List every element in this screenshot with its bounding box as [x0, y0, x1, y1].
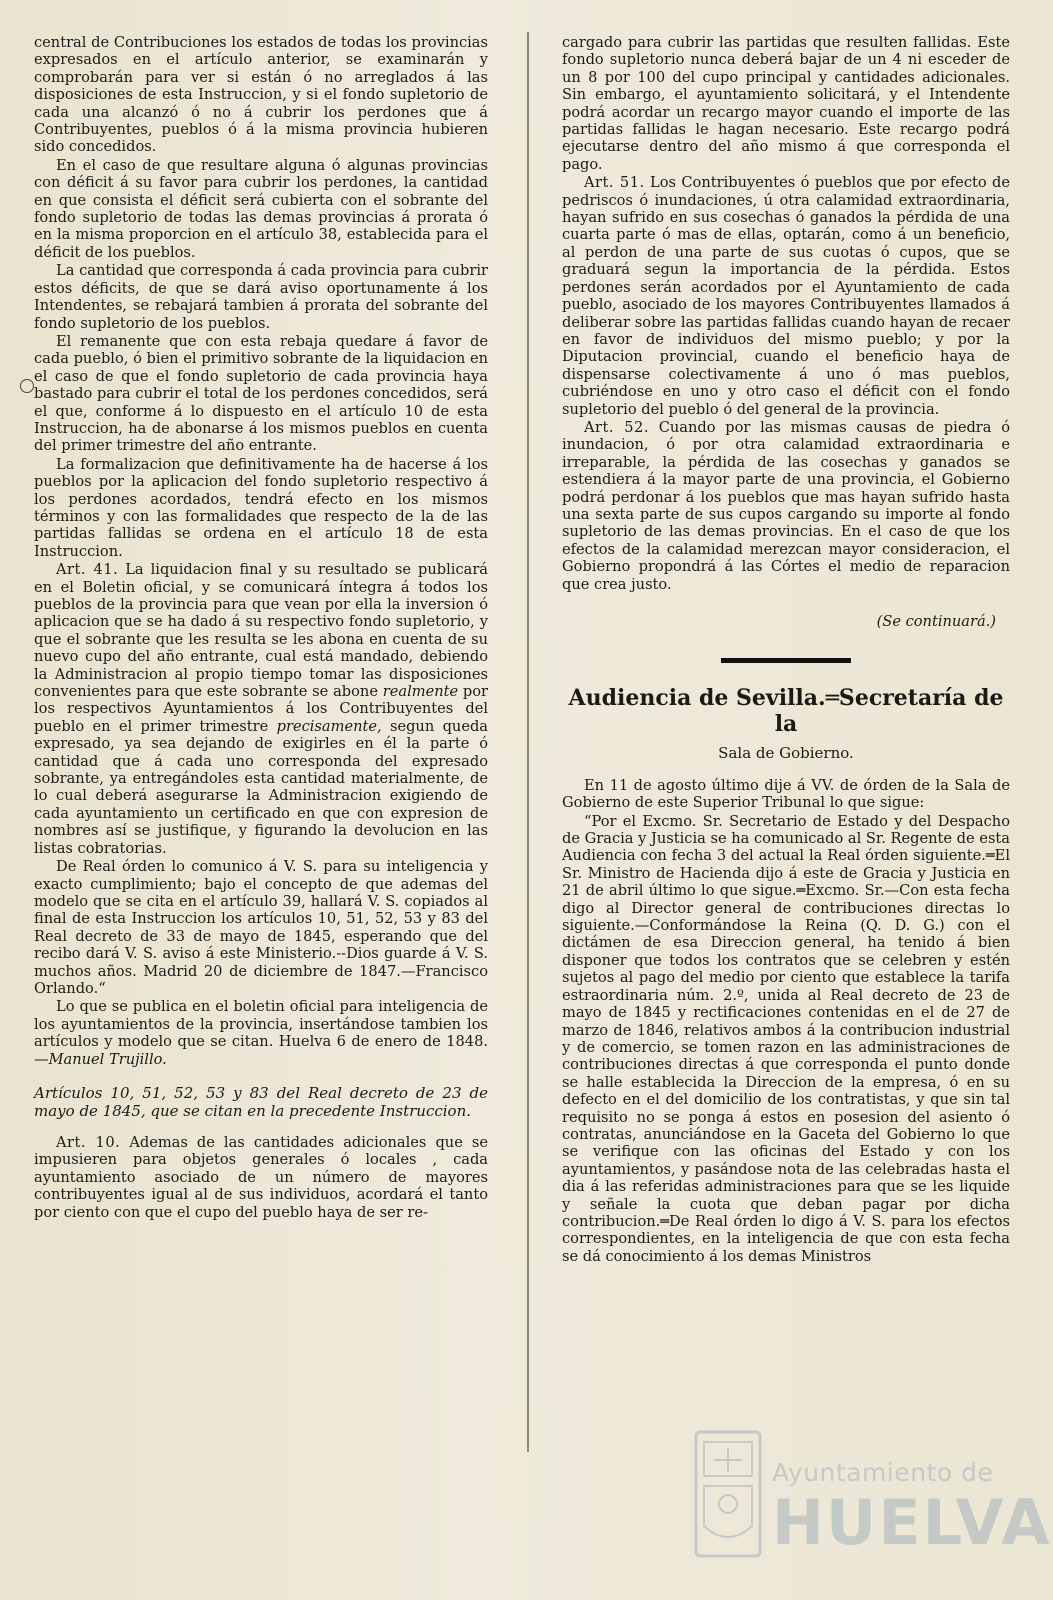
section-title: Audiencia de Sevilla.═Secretaría de la — [568, 685, 1004, 738]
paragraph: De Real órden lo comunico á V. S. para su inteligencia y exacto cumplimiento; bajo el concepto de que ademas del modelo que se cita en el artículo 39, hallará V. S. copiados al final de esta Instruccion los artículos 10, 51, 52, 53 y 83 del Real decreto de 33 de mayo de 1845, esperando que del recibo dará V. S. aviso á este Ministerio.--Dios guarde á V. S. muchos años. Madrid 20 de diciembre de 1847.—Francisco Orlando.“ — [34, 858, 488, 997]
paragraph: cargado para cubrir las partidas que resulten fallidas. Este fondo supletorio nunca deberá bajar de un 4 ni esceder de un 8 por 100 del cupo principal y cantidades adicionales. Sin embargo, el ayuntamiento solicitará, y el Intendente podrá acordar un recargo mayor cuando el importe de las partidas fallidas le hagan necesario. Este recargo podrá ejecutarse dentro del año mismo á que corresponda el pago. — [562, 34, 1010, 173]
emphasis: precisamente, — [276, 717, 382, 735]
article-text: segun queda expresado, ya sea dejando de exigirles en él la parte ó cantidad que á cada uno corresponda del expresado sobrante, ya entregándoles esta cantidad materialmente, de lo cual deberá asegurarse la Administracion exigiendo de cada ayuntamiento un certificado en que con expresion de nombres así se justifique, y figurando la devolucion en las listas cobratorias. — [34, 717, 488, 857]
article-text: La liquidacion final y su resultado se publicará en el Boletin oficial, y se comunicará íntegra á todos los pueblos de la provincia para que vean por ella la inversion ó aplicacion que se ha dado á su respectivo fondo supletorio, y que el sobrante que les resulta se les abona en cuenta de su nuevo cupo del año entrante, cual está mandado, debiendo la Administracion al propio tiempo tomar las disposiciones convenientes para que este sobrante se abone — [34, 561, 488, 701]
signature: Manuel Trujillo. — [48, 1050, 167, 1068]
article-label: Art. 51. — [584, 174, 645, 192]
article-text: Los Contribuyentes ó pueblos que por efecto de pedriscos ó inundaciones, ú otra calamidad extraordinaria, hayan sufrido en sus cosechas ó ganados la pérdida de una cuarta parte ó mas de ellas, optarán, como á un beneficio, al perdon de una parte de sus cuotas ó cupos, que se graduará segun la importancia de la pérdida. Estos perdones serán acordados por el Ayuntamiento de cada pueblo, asociado de los mayores Contribuyentes llamados á deliberar sobre las partidas fallidas cuando hayan de recaer en favor de individuos del mismo pueblo; y por la Diputacion provincial, cuando el beneficio haya de dispensarse colectivamente á uno ó mas pueblos, cubriéndose en uno y otro caso el déficit con el fondo supletorio del pueblo ó del general de la provincia. — [562, 174, 1011, 418]
paragraph: En el caso de que resultare alguna ó algunas provincias con déficit á su favor para cubrir los perdones, la cantidad en que consista el déficit será cubierta con el sobrante del fondo supletorio de todas las demas provincias á prorata ó en la misma proporcion en el artículo 38, establecida para el déficit de los pueblos. — [34, 156, 488, 261]
paragraph: El remanente que con esta rebaja quedare á favor de cada pueblo, ó bien el primitivo sobrante de la liquidacion en el caso de que el fondo supletorio de cada provincia haya bastado para cubrir el total de los perdones concedidos, será el que, conforme á lo dispuesto en el artículo 10 de esta Instruccion, ha de abonarse á los mismos pueblos en cuenta del primer trimestre del año entrante. — [34, 332, 488, 455]
paragraph: central de Contribuciones los estados de todas los provincias expresados en el artículo anterior, se examinarán y comprobarán para ver si están ó no arreglados á las disposiciones de esta Instruccion, y si el fondo supletorio de cada una alcanzó ó no á cubrir los perdones que á Contribuyentes, pueblos ó á la misma provincia hubieren sido concedidos. — [34, 34, 488, 156]
archive-watermark — [690, 1428, 1052, 1578]
column-divider — [527, 32, 529, 1452]
watermark-line-2: HUELVA — [772, 1486, 1052, 1559]
section-separator — [721, 658, 851, 663]
article-label: Art. 41. — [56, 561, 119, 579]
article-41-paragraph — [34, 561, 488, 857]
article-text: Ademas de las cantidades adicionales que se impusieren para objetos generales ó locales , cada ayuntamiento asociado de un número de mayores contribuyentes igual al de sus individuos, acordará el tanto por ciento con que el cupo del pueblo haya de ser re- — [34, 1133, 489, 1221]
article-52-paragraph — [562, 419, 1010, 593]
continued-note: (Se continuará.) — [876, 613, 996, 630]
section-subtitle: Sala de Gobierno. — [718, 744, 854, 763]
emphasis: realmente — [382, 683, 459, 701]
paragraph-text: Lo que se publica en el boletin oficial para inteligencia de los ayuntamientos de la provincia, insertándose tambien los artículos y modelo que se citan. Huelva 6 de enero de 1848.— — [34, 998, 488, 1068]
margin-circle-mark — [20, 379, 34, 393]
paragraph: La formalizacion que definitivamente ha de hacerse á los pueblos por la aplicacion del fondo supletorio respectivo á los perdones acordados, tendrá efecto en los mismos términos y con las formalidades que respecto de la de las partidas fallidas se ordena en el artículo 18 de esta Instruccion. — [34, 455, 488, 560]
article-text: Cuando por las mismas causas de piedra ó inundacion, ó por otra calamidad extraordinaria e irreparable, la pérdida de las cosechas y ganados se estendiera á la mayor parte de una provincia, el Gobierno podrá perdonar á los pueblos que mas hayan sufrido hasta una sexta parte de sus cupos cargando su importe al fondo supletorio de las demas provincias. En el caso de que los efectos de la calamidad merezcan mayor consideracion, el Gobierno propondrá á las Córtes el medio de reparacion que crea justo. — [562, 418, 1010, 593]
article-text: por los respectivos Ayuntamientos á los Contribuyentes del pueblo en el primer trimestre — [34, 683, 489, 735]
article-label: Art. 10. — [56, 1133, 121, 1151]
section-heading: Artículos 10, 51, 52, 53 y 83 del Real decreto de 23 de mayo de 1845, que se citan en la precedente Instruccion. — [34, 1083, 488, 1120]
right-column — [562, 34, 1010, 1266]
paragraph: La cantidad que corresponda á cada provincia para cubrir estos déficits, de que se dará aviso oportunamente á los Intendentes, se rebajará tambien á prorata del sobrante del fondo supletorio de los pueblos. — [34, 262, 488, 332]
signature-paragraph — [34, 998, 488, 1068]
coat-of-arms-icon — [690, 1428, 766, 1560]
paragraph: “Por el Excmo. Sr. Secretario de Estado y del Despacho de Gracia y Justicia se ha comunicado al Sr. Regente de esta Audiencia con fecha 3 del actual la Real órden siguiente.═El Sr. Ministro de Hacienda dijo á este de Gracia y Justicia en 21 de abril último lo que sigue.═Excmo. Sr.—Con esta fecha digo al Director general de contribuciones directas lo siguiente.—Conformándose la Reina (Q. D. G.) con el dictámen de esa Direccion general, ha tenido á bien disponer que todos los contratos que se celebren y estén sujetos al pago del medio por ciento que establece la tarifa estraordinaria núm. 2.º, unida al Real decreto de 23 de mayo de 1845 y rectificaciones contenidas en el de 27 de marzo de 1846, relativos ambos á la contribucion industrial y de comercio, se tomen razon en las administraciones de contribuciones directas á que corresponda el punto donde se halle establecida la Direccion de la empresa, ó en su defecto en el del domicilio de los contratistas, y que sin tal requisito no se ponga á estos en posesion del asiento ó contratas, anunciándose en la Gaceta del Gobierno lo que se verifique con las oficinas del Estado y con los ayuntamientos, y pasándose nota de las celebradas hasta el dia á las referidas administraciones para que se les liquide y señale la cuota que deban pagar por dicha contribucion.═De Real órden lo digo á V. S. para los efectos correspondientes, en la inteligencia de que con esta fecha se dá conocimiento á los demas Ministros — [562, 812, 1010, 1265]
left-column — [34, 34, 488, 1222]
article-label: Art. 52. — [584, 418, 649, 436]
paragraph: En 11 de agosto último dije á VV. de órden de la Sala de Gobierno de este Superior Tribunal lo que sigue: — [562, 776, 1010, 812]
article-51-paragraph — [562, 174, 1010, 418]
watermark-line-1: Ayuntamiento de — [772, 1458, 994, 1487]
article-10-paragraph — [34, 1134, 488, 1221]
